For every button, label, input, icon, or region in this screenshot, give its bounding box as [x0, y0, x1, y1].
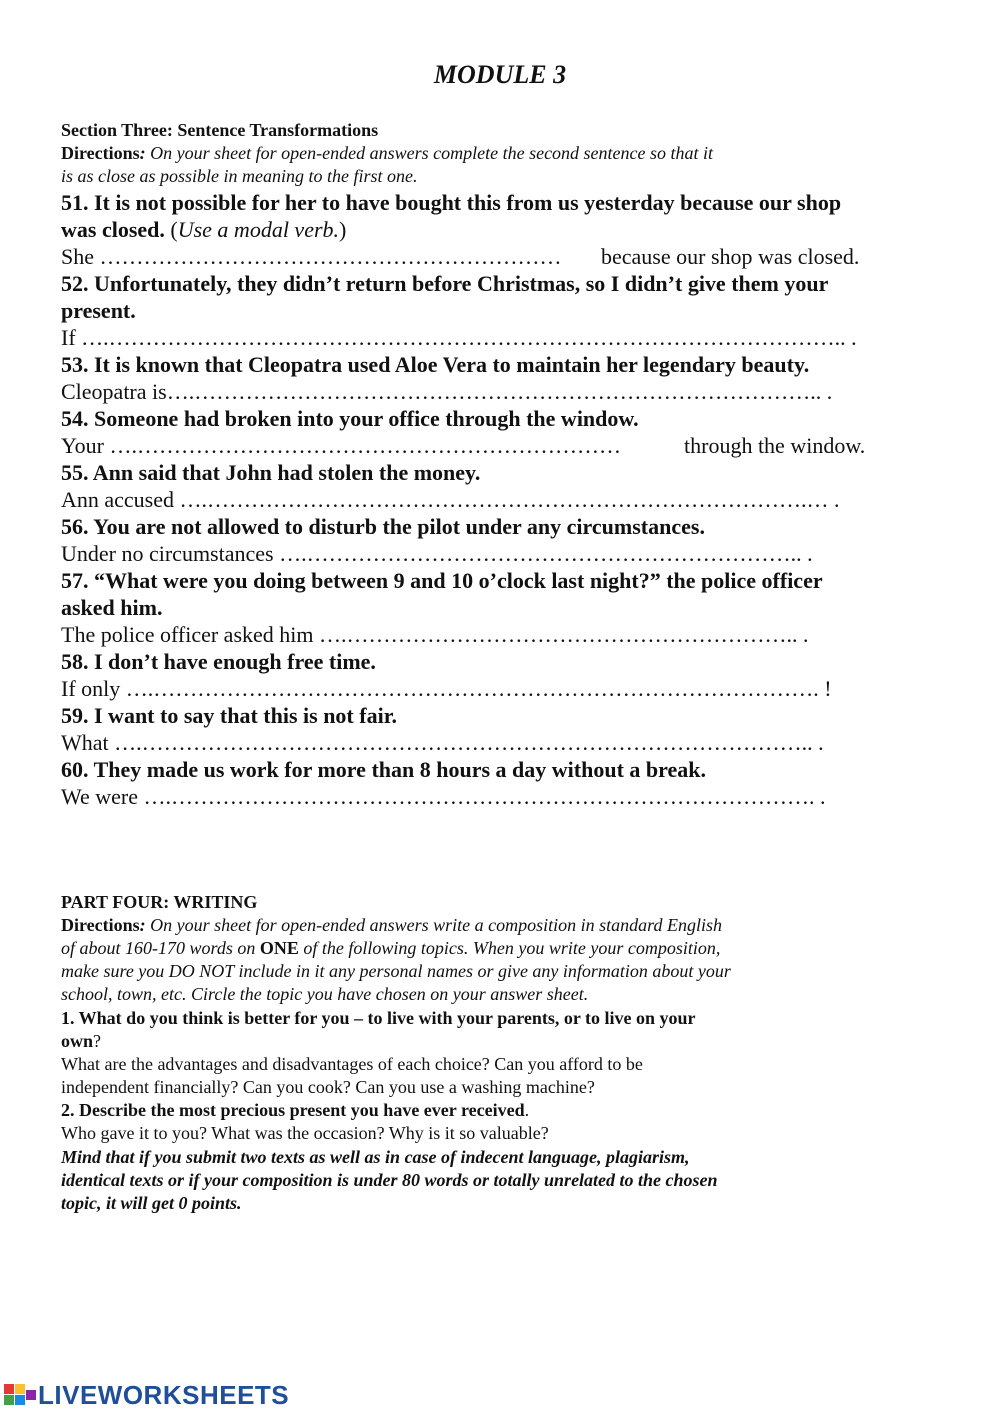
directions-emphasis: ONE: [259, 938, 299, 958]
topic-1-question-1: What are the advantages and disadvantages of each choice? Can you afford to be: [61, 1054, 643, 1074]
directions-text: of the following topics. When you write your composition,: [298, 938, 721, 958]
answer-58[interactable]: If only ….………………………………………………………………………………. !: [61, 676, 832, 701]
warning-note-line3: topic, it will get 0 points.: [61, 1193, 242, 1213]
section-heading: Section Three: Sentence Transformations: [61, 120, 379, 140]
page-title: MODULE 3: [433, 60, 567, 89]
answer-57[interactable]: The police officer asked him ….…………………………………………………….. .: [61, 622, 809, 647]
question-57: 57. “What were you doing between 9 and 10 o’clock last night?” the police officer: [61, 568, 823, 593]
directions-text: On your sheet for open-ended answers complete the second sentence so that it: [145, 143, 714, 163]
question-52: 52. Unfortunately, they didn’t return before Christmas, so I didn’t give them your: [61, 271, 829, 296]
topic-2: [61, 1099, 529, 1121]
answer-54-end: through the window.: [684, 433, 866, 458]
answer-55[interactable]: Ann accused ….……………………………………………………………………….… .: [61, 487, 840, 512]
directions-text: of about 160-170 words on: [61, 938, 260, 958]
answer-53[interactable]: Cleopatra is….………………………………………………………………………….. .: [61, 379, 833, 404]
logo-blocks-icon: [4, 1382, 38, 1408]
answer-56[interactable]: Under no circumstances ….………………………………………………………….. .: [61, 541, 813, 566]
question-56: 56. You are not allowed to disturb the pilot under any circumstances.: [61, 514, 705, 539]
question-54: 54. Someone had broken into your office through the window.: [61, 406, 639, 431]
answer-51-start[interactable]: She ………………………………………………………: [61, 244, 562, 269]
answer-59[interactable]: What ….……………………………………………………………………………….. .: [61, 730, 824, 755]
topic-1-qmark: ?: [93, 1031, 102, 1051]
directions-colon: :: [139, 143, 146, 163]
topic-1-question-2: independent financially? Can you cook? Can you use a washing machine?: [61, 1077, 595, 1097]
section-directions: [61, 142, 713, 164]
answer-52[interactable]: If ….……………………………………………………………………………………….. .: [61, 325, 857, 350]
liveworksheets-logo[interactable]: [4, 1380, 289, 1410]
question-55: 55. Ann said that John had stolen the money.: [61, 460, 481, 485]
topic-2-question-1: Who gave it to you? What was the occasion? Why is it so valuable?: [61, 1123, 549, 1143]
topic-1-tail: own: [61, 1031, 94, 1051]
question-51-line2: [61, 216, 346, 243]
part-four-directions: [61, 914, 722, 936]
answer-51-end: because our shop was closed.: [601, 244, 860, 269]
question-51: 51. It is not possible for her to have bought this from us yesterday because our shop: [61, 190, 842, 215]
logo-text: LIVEWORKSHEETS: [38, 1379, 290, 1410]
part-four-heading: PART FOUR: WRITING: [61, 892, 258, 912]
directions-text-line2: is as close as possible in meaning to the first one.: [61, 166, 418, 186]
paren-open: (: [164, 217, 178, 242]
directions-label: Directions: [61, 915, 140, 935]
topic-1-line2: [61, 1030, 101, 1052]
answer-54-start[interactable]: Your ….…………………………………………………………: [61, 433, 622, 458]
answer-60[interactable]: We were ….……………………………………………………………………………. .: [61, 784, 826, 809]
topic-2-period: .: [524, 1100, 530, 1120]
directions-label: Directions: [61, 143, 140, 163]
question-51-tail: was closed.: [61, 217, 165, 242]
question-51-hint: Use a modal verb.: [177, 217, 340, 242]
topic-1: 1. What do you think is better for you – to live with your parents, or to live on your: [61, 1008, 696, 1028]
warning-note-line2: identical texts or if your composition is under 80 words or totally unrelated to the chosen: [61, 1170, 718, 1190]
paren-close: ): [339, 217, 347, 242]
question-53: 53. It is known that Cleopatra used Aloe Vera to maintain her legendary beauty.: [61, 352, 810, 377]
question-52-line2: present.: [61, 298, 136, 323]
question-60: 60. They made us work for more than 8 hours a day without a break.: [61, 757, 706, 782]
warning-note-line1: Mind that if you submit two texts as well as in case of indecent language, plagiarism,: [61, 1147, 690, 1167]
part-four-directions-line4: school, town, etc. Circle the topic you have chosen on your answer sheet.: [61, 984, 589, 1004]
directions-colon: :: [139, 915, 146, 935]
question-59: 59. I want to say that this is not fair.: [61, 703, 397, 728]
part-four-directions-line3: make sure you DO NOT include in it any personal names or give any information about your: [61, 961, 731, 981]
question-58: 58. I don’t have enough free time.: [61, 649, 376, 674]
topic-2-title: 2. Describe the most precious present you have ever received: [61, 1100, 525, 1120]
question-57-line2: asked him.: [61, 595, 163, 620]
directions-text: On your sheet for open-ended answers write a composition in standard English: [145, 915, 722, 935]
part-four-directions-line2: [61, 937, 720, 959]
